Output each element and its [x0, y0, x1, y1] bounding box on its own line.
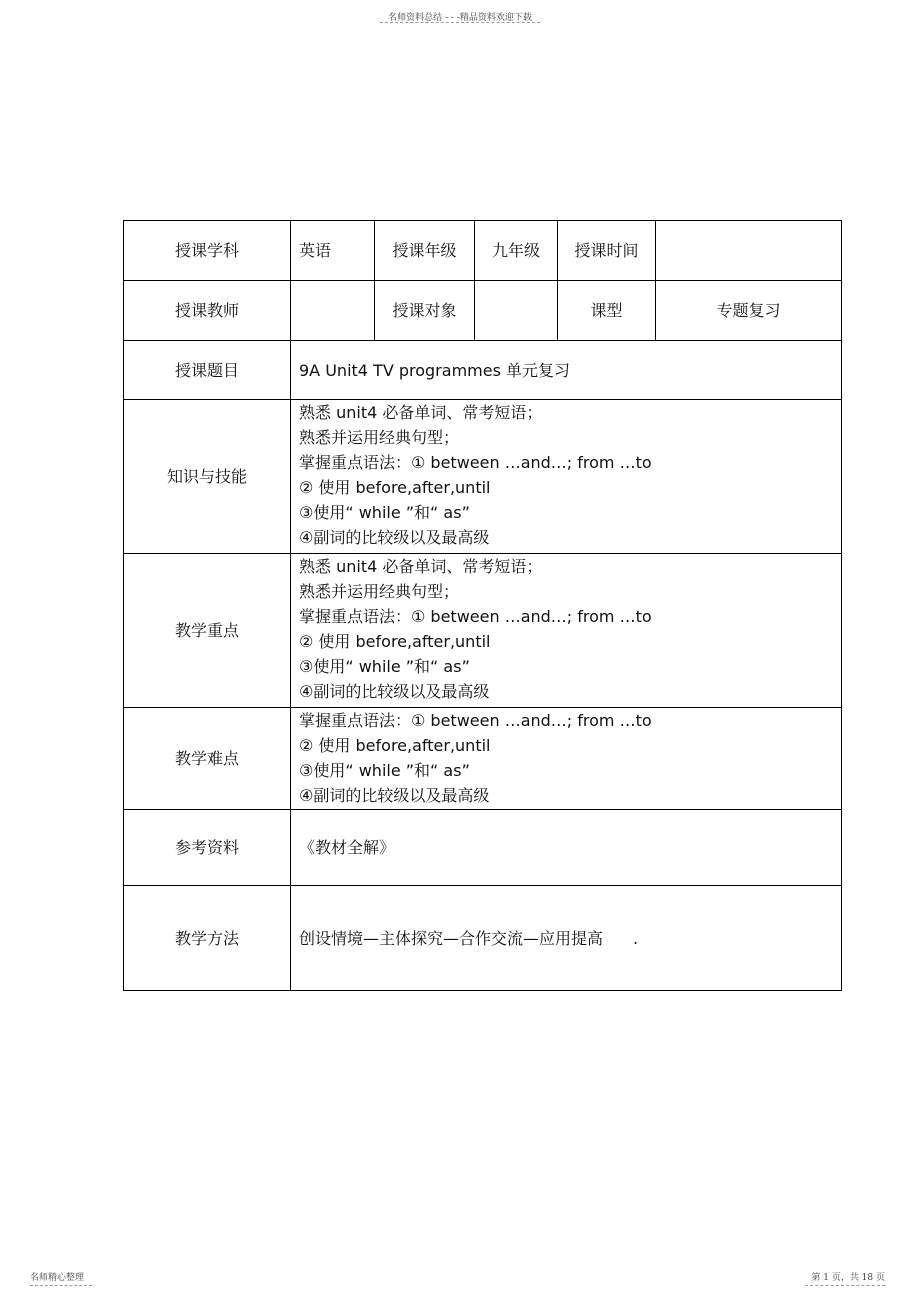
row-reference	[124, 810, 842, 886]
knowledge-line: 掌握重点语法：① between …and…; from …to	[299, 453, 652, 472]
reference-value: 《教材全解》	[291, 810, 842, 886]
row-topic	[124, 341, 842, 400]
topic-text: 9A Unit4 TV programmes 单元复习	[299, 360, 571, 380]
difficulty-line: 掌握重点语法：① between …and…; from …to	[299, 711, 652, 730]
teacher-value	[291, 281, 375, 341]
page-number: 第 1 页，共 18 页	[811, 1273, 885, 1283]
focus-line: ② 使用 before,after,until	[299, 632, 491, 651]
type-value: 专题复习	[656, 281, 842, 341]
grade-label: 授课年级	[375, 221, 475, 281]
focus-line: 掌握重点语法：① between …and…; from …to	[299, 607, 652, 626]
focus-line: 熟悉 unit4 必备单词、常考短语；	[299, 557, 543, 576]
subject-label: 授课学科	[124, 221, 291, 281]
lesson-plan-table	[123, 220, 842, 991]
knowledge-line: ② 使用 before,after,until	[299, 478, 491, 497]
method-label: 教学方法	[124, 886, 291, 991]
knowledge-line: ③使用“ while ”和“ as”	[299, 503, 470, 522]
footer-left-note: 名师精心整理	[30, 1273, 85, 1283]
row-method	[124, 886, 842, 991]
row-teacher-audience-type	[124, 281, 842, 341]
header-divider	[380, 22, 540, 23]
subject-value: 英语	[291, 221, 375, 281]
grade-value: 九年级	[475, 221, 558, 281]
audience-value	[475, 281, 558, 341]
footer-right-divider	[805, 1285, 885, 1286]
focus-line: 熟悉并运用经典句型；	[299, 582, 460, 601]
audience-label: 授课对象	[375, 281, 475, 341]
knowledge-line: 熟悉 unit4 必备单词、常考短语；	[299, 403, 543, 422]
focus-line: ③使用“ while ”和“ as”	[299, 657, 470, 676]
knowledge-label: 知识与技能	[124, 400, 291, 554]
row-subject-grade-time	[124, 221, 842, 281]
topic-label: 授课题目	[124, 341, 291, 400]
focus-content	[291, 554, 842, 708]
time-value	[656, 221, 842, 281]
knowledge-line: ④副词的比较级以及最高级	[299, 528, 490, 547]
knowledge-line: 熟悉并运用经典句型；	[299, 428, 460, 447]
method-content	[291, 886, 842, 991]
method-value: 创设情境—主体探究—合作交流—应用提高	[299, 928, 604, 948]
difficulty-line: ② 使用 before,after,until	[299, 736, 491, 755]
teacher-label: 授课教师	[124, 281, 291, 341]
focus-label: 教学重点	[124, 554, 291, 708]
footer-left-divider	[30, 1285, 92, 1286]
method-trailing-dot: .	[633, 928, 639, 948]
difficulty-line: ④副词的比较级以及最高级	[299, 786, 490, 805]
row-difficulty	[124, 708, 842, 810]
page-header-title: 名师资料总结 - - -精品资料欢迎下载	[388, 13, 532, 23]
row-focus	[124, 554, 842, 708]
topic-value	[291, 341, 842, 400]
knowledge-content	[291, 400, 842, 554]
type-label: 课型	[558, 281, 656, 341]
row-knowledge	[124, 400, 842, 554]
focus-line: ④副词的比较级以及最高级	[299, 682, 490, 701]
difficulty-label: 教学难点	[124, 708, 291, 810]
difficulty-line: ③使用“ while ”和“ as”	[299, 761, 470, 780]
reference-label: 参考资料	[124, 810, 291, 886]
difficulty-content	[291, 708, 842, 810]
time-label: 授课时间	[558, 221, 656, 281]
